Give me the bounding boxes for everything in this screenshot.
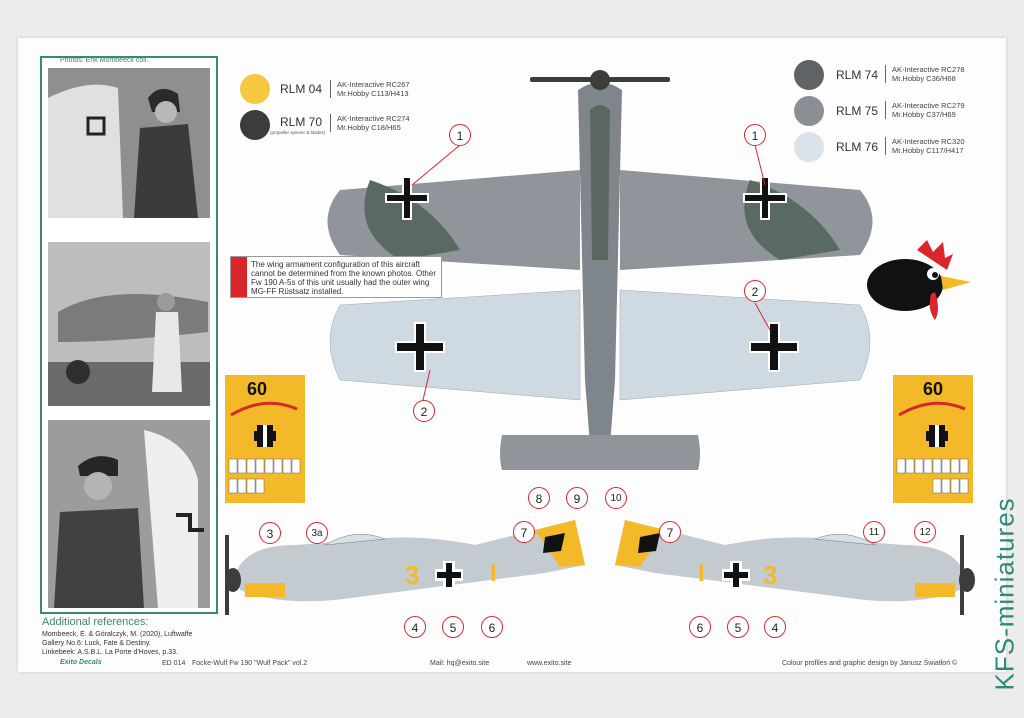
reference-line: Gallery No.6: Luck, Fate & Destiny. [42,640,151,647]
callout-5-left: 5 [442,616,464,638]
callout-1-left: 1 [449,124,471,146]
colour-code-rlm75: RLM 75 [836,104,879,118]
callout-6-left: 6 [481,616,503,638]
photo-credit: Photos: Erik Mombeeck coll. [60,57,149,64]
photo-pilot-portrait [48,420,210,608]
warning-text: The wing armament configuration of this aircraft cannot be determined from the known photos. Other Fw 190 A-5s of this unit usually had the outer wing MG-FF Rüstsatz installed. [251,260,436,296]
photo-pilot-by-aircraft-image [48,242,210,406]
photo-pilot-with-tail-image [48,68,210,218]
footer-mail: Mail: hq@exito.site [430,660,490,667]
watermark [975,470,1020,691]
reference-line: Mombeeck, E. & Góralczyk, M. (2020), Luftwaffe [42,631,193,638]
callout-2-left: 2 [413,400,435,422]
colour-swatch-rlm04 [240,74,270,104]
victory-number: 60 [247,379,268,399]
colour-code-rlm76: RLM 76 [836,140,879,154]
colour-code-rlm70: RLM 70 [280,115,323,129]
fuselage-number-left: 3 [405,560,420,590]
callout-8: 8 [528,487,550,509]
callout-1-right: 1 [744,124,766,146]
armament-warning [230,256,442,298]
footer-logo: Exito Decals [60,659,102,666]
colour-note-rlm70: (propeller spinner & blades) [270,130,326,135]
colour-code-rlm74: RLM 74 [836,68,879,82]
callout-2-right: 2 [744,280,766,302]
callout-6-right: 6 [689,616,711,638]
photo-pilot-with-tail [48,68,210,218]
callout-3a: 3a [306,522,328,544]
footer-code: ED 014 [162,660,186,667]
callout-9: 9 [566,487,588,509]
colour-code-rlm04: RLM 04 [280,82,323,96]
colour-ref-rlm74: AK-Interactive RC278 Mr.Hobby C36/H68 [885,65,965,83]
callout-4-left: 4 [404,616,426,638]
callout-3: 3 [259,522,281,544]
warning-icon [231,257,247,297]
callout-7-right: 7 [659,521,681,543]
colour-ref-rlm04: AK-Interactive RC267 Mr.Hobby C113/H413 [330,80,410,98]
callout-4-right: 4 [764,616,786,638]
references-text [42,630,222,657]
fuselage-stripe-left: I [490,560,497,587]
rudder-emblem-card-left [225,375,305,503]
knights-cross-icon [893,375,973,503]
rudder-emblem-card-right [893,375,973,503]
victory-number: 60 [923,379,944,399]
footer-title: Focke-Wulf Fw 190 "Wulf Pack" vol.2 [192,660,308,667]
colour-ref-rlm70: AK-Interactive RC274 Mr.Hobby C18/H65 [330,114,410,132]
rooster-emblem-icon [855,240,975,325]
callout-10: 10 [605,487,627,509]
references-title: Additional references: [42,616,149,628]
colour-swatch-rlm70 [240,110,270,140]
photo-pilot-by-aircraft [48,242,210,406]
photo-panel [40,56,218,614]
callout-12: 12 [914,521,936,543]
photo-pilot-portrait-image [48,420,210,608]
reference-line: Linkebeek: A.S.B.L. La Porte d'Hoves, p.33. [42,649,178,656]
callout-11: 11 [863,521,885,543]
fuselage-number-right: 3 [763,560,778,590]
watermark-text: KFS-miniatures [989,497,1020,691]
footer-web: www.exito.site [527,660,572,667]
fuselage-stripe-right: I [698,560,705,587]
footer-credit: Colour profiles and graphic design by Janusz Światłoń © [782,660,958,667]
callout-7-left: 7 [513,521,535,543]
colour-ref-rlm76: AK-Interactive RC320 Mr.Hobby C117/H417 [885,137,965,155]
knights-cross-icon [225,375,305,503]
callout-5-right: 5 [727,616,749,638]
colour-ref-rlm75: AK-Interactive RC279 Mr.Hobby C37/H69 [885,101,965,119]
